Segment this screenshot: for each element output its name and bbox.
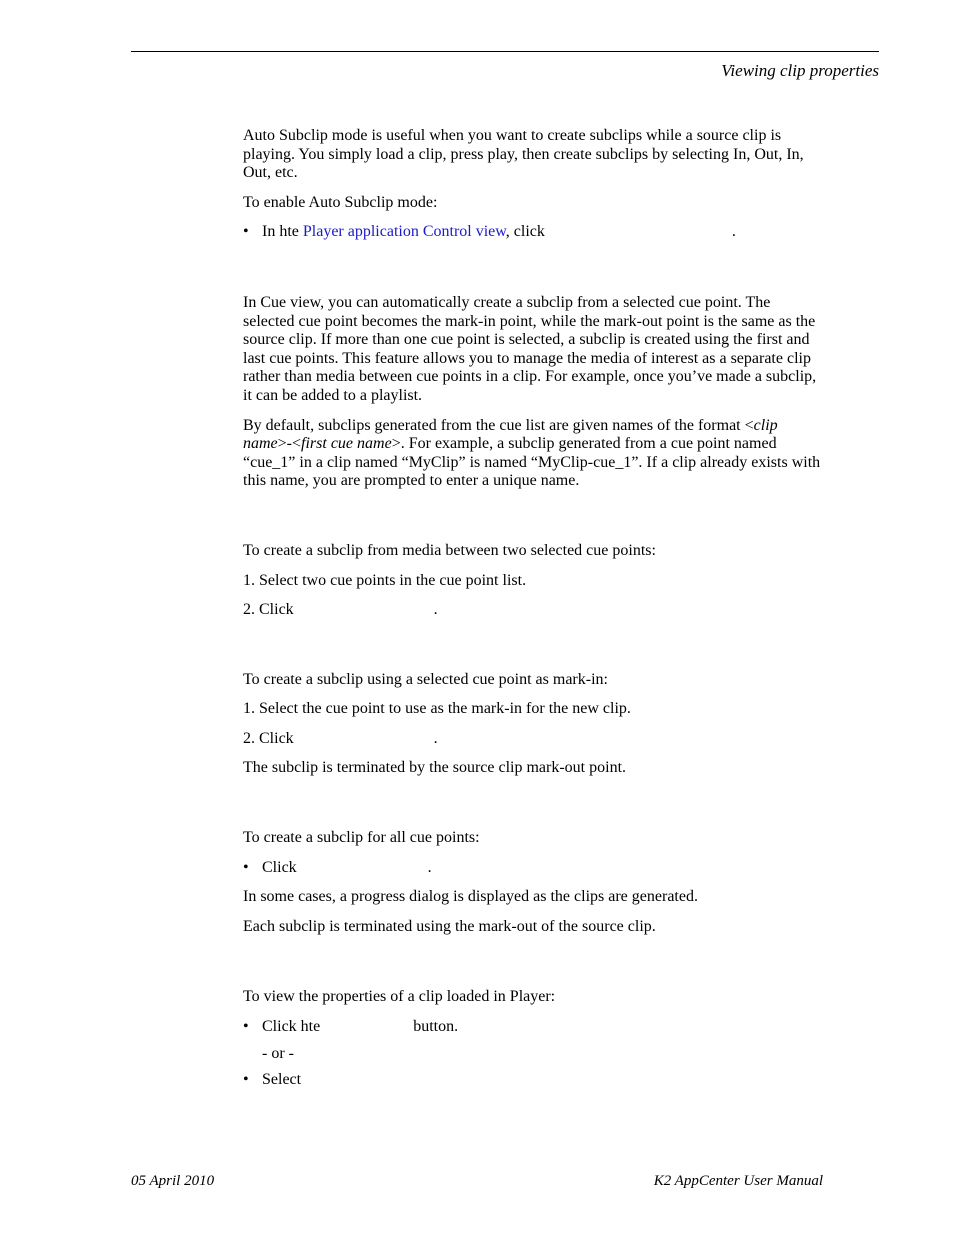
step-text-end: . (427, 858, 432, 876)
page-body (243, 127, 823, 1101)
step-text-post: button. (413, 1018, 459, 1036)
view-properties-step2 (243, 1071, 823, 1090)
bullet: • (243, 223, 249, 241)
auto-subclip-lead: To enable Auto Subclip mode: (243, 193, 438, 211)
auto-subclip-step (243, 223, 823, 242)
mark-in-lead: To create a subclip using a selected cue point as mark-in: (243, 670, 608, 688)
running-head: Viewing clip properties (721, 61, 879, 80)
all-cues-note2: Each subclip is terminated using the mark-out of the source clip. (243, 917, 656, 935)
step-text-end: . (433, 729, 438, 747)
mark-in-step1: 1. Select the cue point to use as the mark-in for the new clip. (243, 700, 631, 718)
mark-in-step2 (243, 730, 823, 749)
view-properties-lead: To view the properties of a clip loaded in Player: (243, 988, 556, 1006)
player-control-view-link[interactable]: Player application Control view (302, 223, 506, 241)
step-text-post: , click (505, 223, 545, 241)
step-text-pre: 2. Click (243, 601, 294, 619)
cue-view-paragraph: In Cue view, you can automatically create a subclip from a selected cue point. The selected cue point becomes the mark-in point, while the mark-out point is the same as the source clip. If more than one cue point is selected, a subclip is created using the first and last cue points. This feature allows you to manage the media of interest as a separate clip rather than media between cue points in a clip. For example, once you’ve made a subclip, it can be added to a playlist. (243, 293, 817, 404)
step-text-end: . (433, 601, 438, 619)
naming-clip-name: clip name (243, 416, 778, 453)
between-cues-lead: To create a subclip from media between two selected cue points: (243, 541, 656, 559)
section-gap (243, 789, 823, 829)
all-cues-lead: To create a subclip for all cue points: (243, 829, 480, 847)
section-gap (243, 631, 823, 671)
naming-first-cue-name: first cue name (301, 435, 392, 453)
step-text-pre: Select (262, 1071, 302, 1089)
auto-subclip-intro: Auto Subclip mode is useful when you want to create subclips while a source clip is playing. You simply load a clip, press play, then create subclips by selecting In, Out, In, Out, etc. (243, 127, 804, 182)
naming-text-e: >. For example, a subclip generated from a cue point named “cue_1” in a clip named “MyClip” is named “MyClip-cue_1”. If a clip already exists with this name, you are prompted to enter a unique name. (243, 435, 821, 490)
step-text-pre: 2. Click (243, 729, 294, 747)
mark-in-note: The subclip is terminated by the source clip mark-out point. (243, 759, 627, 777)
section-gap (243, 947, 823, 988)
bullet: • (243, 858, 249, 876)
footer-manual-title: K2 AppCenter User Manual (653, 1173, 823, 1189)
step-text-pre: Click hte (262, 1018, 321, 1036)
header-rule (131, 51, 879, 52)
naming-text-c: >-< (277, 435, 302, 453)
cue-naming-paragraph (243, 417, 823, 491)
all-cues-step (243, 859, 823, 878)
section-gap (243, 502, 823, 542)
bullet: • (243, 1071, 249, 1089)
footer-date: 05 April 2010 (131, 1173, 215, 1189)
step-text-pre: In hte (262, 223, 303, 241)
between-cues-step2 (243, 601, 823, 620)
section-gap (243, 253, 823, 294)
step-text-pre: Click (262, 858, 297, 876)
bullet: • (243, 1018, 249, 1036)
between-cues-step1: 1. Select two cue points in the cue point list. (243, 571, 527, 589)
or-separator: - or - (262, 1044, 294, 1062)
all-cues-note1: In some cases, a progress dialog is displayed as the clips are generated. (243, 888, 698, 906)
step-text-end: . (731, 223, 736, 241)
naming-text-a: By default, subclips generated from the cue list are given names of the format < (243, 416, 754, 434)
view-properties-step1 (243, 1018, 823, 1037)
